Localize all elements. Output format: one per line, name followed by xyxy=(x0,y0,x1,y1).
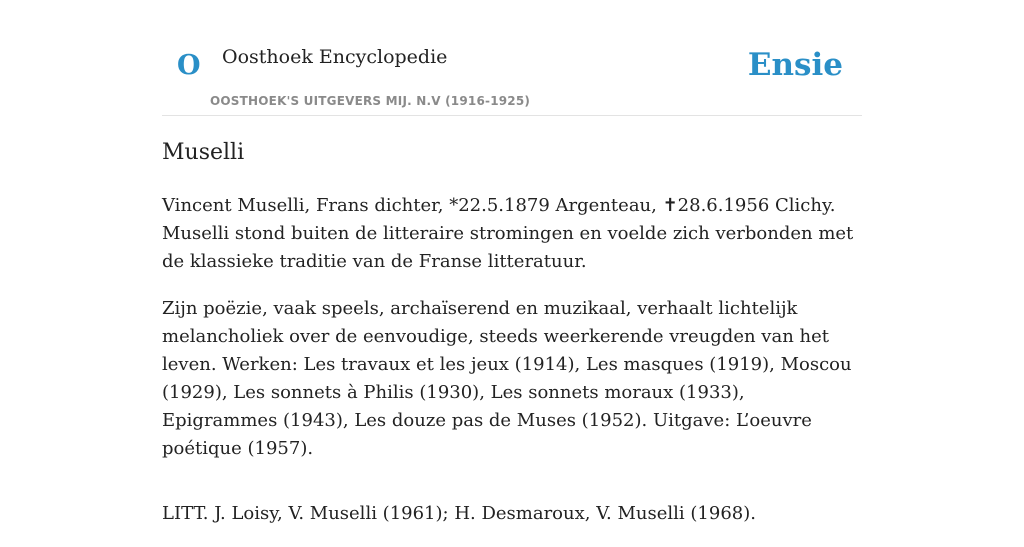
article-title: Muselli xyxy=(162,140,245,165)
logo-mark[interactable]: O xyxy=(177,50,201,81)
site-name-link[interactable]: Oosthoek Encyclopedie xyxy=(222,46,448,68)
site-header xyxy=(162,0,862,116)
ensie-logo[interactable]: Ensie xyxy=(747,47,843,83)
page-container xyxy=(162,0,862,524)
article-paragraph-works: Zijn poëzie, vaak speels, archaïserend en muzikaal, verhaalt lichtelijk melancholiek over de eenvoudige, steeds weerkerende vreugden van het leven. Werken: Les travaux et les jeux (1914), Les masques (1919), Moscou (1929), Les sonnets à Philis (1930), Les sonnets moraux (1933), Epigrammes (1943), Les douze pas de Muses (1952). Uitgave: L’oeuvre poétique (1957). xyxy=(162,298,852,459)
article-paragraph-intro: Vincent Muselli, Frans dichter, *22.5.1879 Argenteau, ✝28.6.1956 Clichy. Muselli stond buiten de litteraire stromingen en voelde zich verbonden met de klassieke traditie van de Franse litteratuur. xyxy=(162,195,854,272)
article-body xyxy=(162,192,862,547)
article-paragraph-literature: LITT. J. Loisy, V. Muselli (1961); H. Desmaroux, V. Muselli (1968). xyxy=(162,503,756,524)
publisher-label: OOSTHOEK'S UITGEVERS MIJ. N.V (1916-1925) xyxy=(210,94,531,108)
